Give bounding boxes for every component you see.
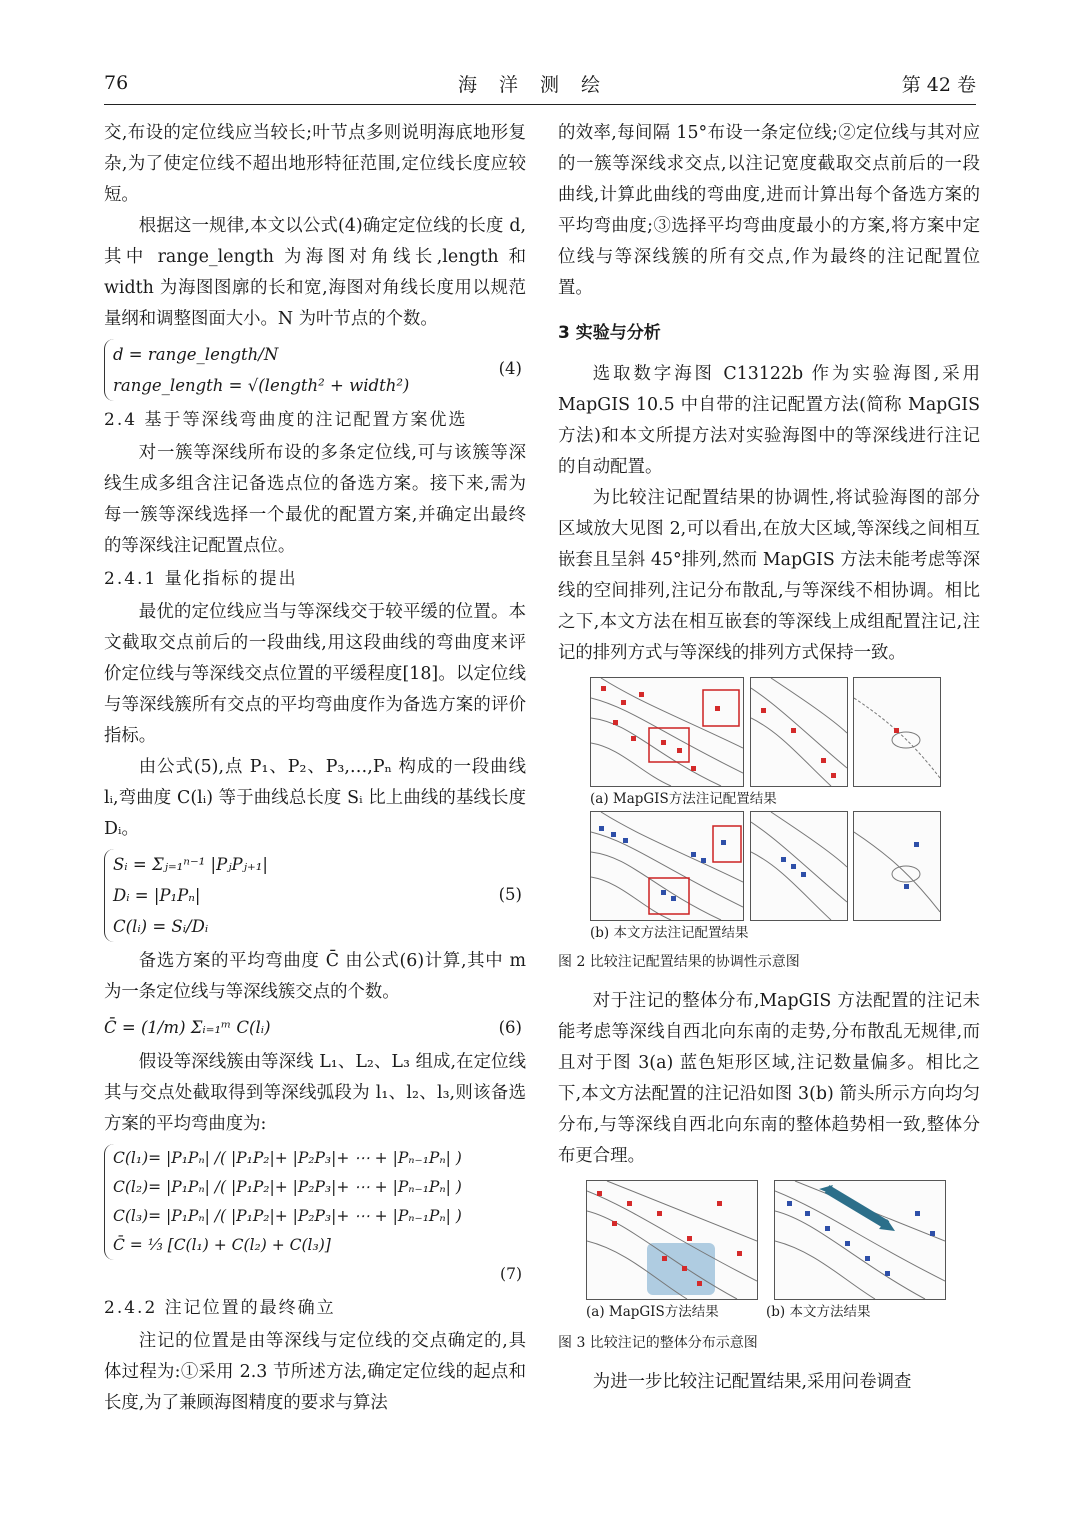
figure-3 — [586, 1180, 980, 1324]
journal-title: 海洋测绘 — [457, 74, 622, 96]
equation-number: (5) — [498, 885, 522, 904]
figure-2b — [590, 811, 980, 921]
volume-label: 第 42 卷 — [901, 74, 976, 96]
map-panel-fig3-mapgis — [586, 1180, 758, 1300]
section-heading-3: 3 实验与分析 — [558, 323, 661, 343]
page-header — [104, 68, 976, 98]
equation-line: C(l₂)= |P₁Pₙ| /( |P₁P₂|+ |P₂P₃|+ ⋯ + |Pₙ₋₁Pₙ| ) — [113, 1178, 462, 1196]
equation-line: C̄ = ⅓ [C(l₁) + C(l₂) + C(l₃)] — [113, 1236, 331, 1254]
paragraph: 注记的位置是由等深线与定位线的交点确定的,具体过程为:①采用 2.3 节所述方法,确定定位线的起点和长度,为了兼顾海图精度的要求与算法 — [104, 1331, 526, 1413]
paragraph: 为进一步比较注记配置结果,采用问卷调查 — [592, 1372, 912, 1392]
map-panel-ours-overview — [590, 811, 744, 921]
equation-number: (6) — [498, 1018, 522, 1037]
left-column — [104, 118, 526, 1419]
figure-2a-caption: (a) MapGIS方法注记配置结果 — [590, 791, 777, 807]
equation-5 — [104, 849, 526, 942]
equation-line: C(l₃)= |P₁Pₙ| /( |P₁P₂|+ |P₂P₃|+ ⋯ + |Pₙ₋₁Pₙ| ) — [113, 1207, 462, 1225]
paragraph: 由公式(5),点 P₁、P₂、P₃,…,Pₙ 构成的一段曲线 lᵢ,弯曲度 C(lᵢ) 等于曲线总长度 Sᵢ 比上曲线的基线长度 Dᵢ。 — [104, 757, 526, 839]
figure-2a — [590, 677, 980, 787]
figure-2b-caption: (b) 本文方法注记配置结果 — [590, 925, 749, 941]
figure-3a-caption: (a) MapGIS方法结果 — [586, 1304, 719, 1320]
paragraph: 选取数字海图 C13122b 作为实验海图,采用 MapGIS 10.5 中自带的注记配置方法(简称 MapGIS 方法)和本文所提方法对实验海图中的等深线进行注记的自动配置。 — [558, 364, 980, 477]
section-heading-2-4-2: 2.4.2 注记位置的最终确立 — [104, 1298, 336, 1318]
equation-4 — [104, 339, 526, 401]
map-panel-ours-zoom-1 — [750, 811, 848, 921]
figure-2 — [590, 677, 980, 943]
right-column — [558, 118, 980, 1398]
equation-line: C(lᵢ) = Sᵢ/Dᵢ — [113, 917, 209, 936]
map-panel-fig3-ours — [774, 1180, 946, 1300]
paragraph: 假设等深线簇由等深线 L₁、L₂、L₃ 组成,在定位线其与交点处截取得到等深线弧段为 l₁、l₂、l₃,则该备选方案的平均弯曲度为: — [104, 1052, 526, 1134]
equation-line: range_length = √(length² + width²) — [113, 376, 410, 395]
equation-line: Dᵢ = |P₁Pₙ| — [113, 886, 201, 905]
map-panel-mapgis-overview — [590, 677, 744, 787]
paragraph: 备选方案的平均弯曲度 C̄ 由公式(6)计算,其中 m 为一条定位线与等深线簇交点的个数。 — [104, 951, 526, 1002]
figure-2-caption: 图 2 比较注记配置结果的协调性示意图 — [558, 954, 800, 970]
direction-arrow — [819, 1185, 895, 1231]
page-number: 76 — [104, 72, 129, 94]
paragraph: 最优的定位线应当与等深线交于较平缓的位置。本文截取交点前后的一段曲线,用这段曲线的弯曲度来评价定位线与等深线交点位置的平缓程度[18]。以定位线与等深线簇所有交点的平均弯曲度作为备选方案的评价指标。 — [104, 602, 526, 746]
highlight-region — [647, 1243, 715, 1295]
figure-3-caption: 图 3 比较注记的整体分布示意图 — [558, 1335, 758, 1351]
equation-line: C̄ = (1/m) Σᵢ₌₁ᵐ C(lᵢ) — [104, 1018, 271, 1037]
paragraph: 为比较注记配置结果的协调性,将试验海图的部分区域放大见图 2,可以看出,在放大区域,等深线之间相互嵌套且呈斜 45°排列,然而 MapGIS 方法未能考虑等深线的空间排列,注记分布散乱,与等深线不相协调。相比之下,本文方法在相互嵌套的等深线上成组配置注记,注记的排列方式与等深线的排列方式保持一致。 — [558, 488, 980, 663]
equation-number: (4) — [498, 359, 522, 378]
map-panel-mapgis-zoom-1 — [750, 677, 848, 787]
paragraph: 对于注记的整体分布,MapGIS 方法配置的注记未能考虑等深线自西北向东南的走势,分布散乱无规律,而且对于图 3(a) 蓝色矩形区域,注记数量偏多。相比之下,本文方法配置的注记沿如图 3(b) 箭头所示方向均匀分布,与等深线自西北向东南的整体趋势相一致,整体分布更合理。 — [558, 991, 980, 1166]
paragraph: 对一簇等深线所布设的多条定位线,可与该簇等深线生成多组含注记备选点位的备选方案。接下来,需为每一簇等深线选择一个最优的配置方案,并确定出最终的等深线注记配置点位。 — [104, 443, 526, 556]
paragraph: 根据这一规律,本文以公式(4)确定定位线的长度 d,其中 range_length 为海图对角线长,length 和 width 为海图图廓的长和宽,海图对角线长度用以规范量纲和调整图面大小。N 为叶节点的个数。 — [104, 216, 526, 329]
equation-7 — [104, 1144, 526, 1289]
header-rule — [104, 104, 976, 105]
paragraph: 的效率,每间隔 15°布设一条定位线;②定位线与其对应的一簇等深线求交点,以注记宽度截取交点前后的一段曲线,计算此曲线的弯曲度,进而计算出每个备选方案的平均弯曲度;③选择平均弯曲度最小的方案,将方案中定位线与等深线簇的所有交点,作为最终的注记配置位置。 — [558, 123, 980, 298]
map-panel-ours-zoom-2 — [853, 811, 941, 921]
equation-line: Sᵢ = Σⱼ₌₁ⁿ⁻¹ |PⱼPⱼ₊₁| — [113, 855, 268, 874]
equation-6 — [104, 1012, 526, 1043]
figure-3b-caption: (b) 本文方法结果 — [766, 1304, 871, 1320]
equation-number: (7) — [500, 1265, 522, 1283]
section-heading-2-4-1: 2.4.1 量化指标的提出 — [104, 569, 298, 589]
map-panel-mapgis-zoom-2 — [853, 677, 941, 787]
section-heading-2-4: 2.4 基于等深线弯曲度的注记配置方案优选 — [104, 410, 468, 430]
equation-line: C(l₁)= |P₁Pₙ| /( |P₁P₂|+ |P₂P₃|+ ⋯ + |Pₙ₋₁Pₙ| ) — [113, 1149, 462, 1167]
equation-line: d = range_length/N — [113, 345, 279, 364]
paragraph: 交,布设的定位线应当较长;叶节点多则说明海底地形复杂,为了使定位线不超出地形特征范围,定位线长度应较短。 — [104, 123, 526, 205]
